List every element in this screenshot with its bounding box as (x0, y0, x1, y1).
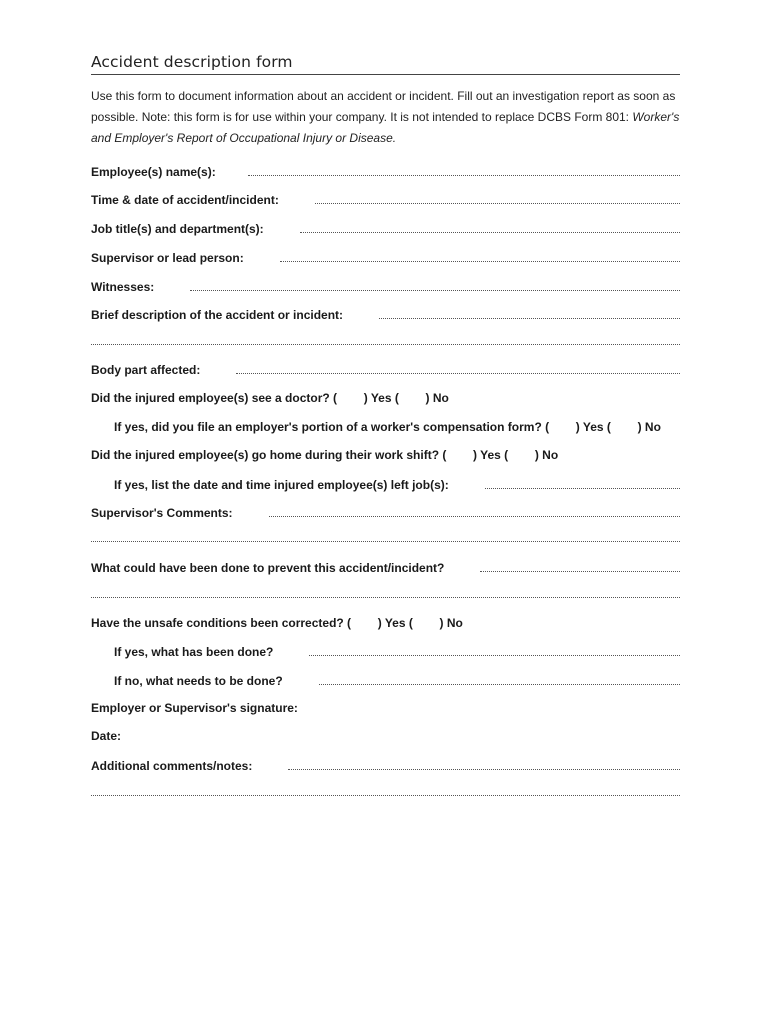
time-date-input[interactable] (315, 192, 680, 204)
what-needs-label: If no, what needs to be done? (114, 674, 283, 688)
witnesses-field (91, 279, 680, 297)
left-jobs-field (114, 477, 680, 495)
witnesses-input[interactable] (190, 279, 680, 291)
see-doctor-text: Did the injured employee(s) see a doctor? ( ) Yes ( ) No (91, 391, 449, 405)
intro-paragraph (91, 86, 681, 149)
what-needs-field (114, 673, 680, 691)
date-field (91, 729, 680, 747)
body-part-field (91, 362, 680, 380)
employee-names-label: Employee(s) name(s): (91, 165, 216, 179)
supervisor-input[interactable] (280, 250, 680, 262)
left-jobs-label: If yes, list the date and time injured employee(s) left job(s): (114, 478, 449, 492)
prevent-label: What could have been done to prevent this accident/incident? (91, 561, 445, 575)
comp-form-text: If yes, did you file an employer's portion of a worker's compensation form? ( ) Yes ( ) No (114, 420, 661, 434)
time-date-field (91, 192, 680, 210)
comp-form-question (114, 420, 680, 438)
brief-description-label: Brief description of the accident or incident: (91, 308, 344, 322)
body-part-label: Body part affected: (91, 363, 201, 377)
additional-comments-field (91, 758, 680, 776)
witnesses-label: Witnesses: (91, 280, 155, 294)
prevent-continuation-line[interactable] (91, 597, 680, 598)
prevent-field (91, 560, 680, 578)
supervisor-field (91, 250, 680, 268)
job-title-input[interactable] (300, 221, 680, 233)
job-title-field (91, 221, 680, 239)
go-home-question (91, 448, 680, 466)
time-date-label: Time & date of accident/incident: (91, 193, 279, 207)
supervisor-comments-input[interactable] (269, 505, 680, 517)
supervisor-label: Supervisor or lead person: (91, 251, 244, 265)
employee-names-input[interactable] (248, 164, 680, 176)
what-done-field (114, 644, 680, 662)
left-jobs-input[interactable] (485, 477, 680, 489)
prevent-input[interactable] (480, 560, 680, 572)
additional-comments-input[interactable] (288, 758, 680, 770)
unsafe-corrected-text: Have the unsafe conditions been corrected? ( ) Yes ( ) No (91, 616, 463, 630)
brief-description-input[interactable] (379, 307, 680, 319)
supervisor-comments-continuation-line[interactable] (91, 541, 680, 542)
body-part-input[interactable] (236, 362, 680, 374)
intro-italic-text: Worker's and Employer's Report of Occupational Injury or Disease. (91, 110, 680, 145)
brief-description-continuation-line[interactable] (91, 344, 680, 345)
brief-description-field (91, 307, 680, 325)
signature-label: Employer or Supervisor's signature: (91, 701, 298, 715)
employee-names-field (91, 164, 680, 182)
additional-comments-label: Additional comments/notes: (91, 759, 253, 773)
title-divider (91, 74, 680, 75)
what-done-input[interactable] (309, 644, 680, 656)
unsafe-corrected-question (91, 616, 680, 634)
additional-comments-continuation-line[interactable] (91, 795, 680, 796)
date-label: Date: (91, 729, 122, 743)
see-doctor-question (91, 391, 680, 409)
supervisor-comments-label: Supervisor's Comments: (91, 506, 233, 520)
signature-field (91, 701, 680, 719)
what-needs-input[interactable] (319, 673, 680, 685)
job-title-label: Job title(s) and department(s): (91, 222, 264, 236)
go-home-text: Did the injured employee(s) go home during their work shift? ( ) Yes ( ) No (91, 448, 559, 462)
intro-text: Use this form to document information about an accident or incident. Fill out an investigation report as soon as possible. Note: this form is for use within your company. It is not intended to replace DCBS Form 801: (91, 89, 676, 124)
page-title: Accident description form (91, 53, 293, 71)
supervisor-comments-field (91, 505, 680, 523)
what-done-label: If yes, what has been done? (114, 645, 274, 659)
